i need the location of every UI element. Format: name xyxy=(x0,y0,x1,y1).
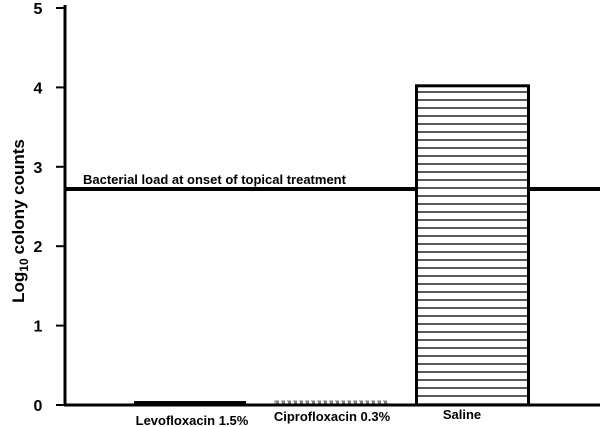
bar-saline xyxy=(417,86,529,405)
y-axis-label-subscript: 10 xyxy=(17,258,31,272)
x-category-label-ciprofloxacin: Ciprofloxacin 0.3% xyxy=(273,409,391,424)
y-tick-label: 1 xyxy=(33,318,43,336)
y-axis-label-rest: colony counts xyxy=(9,139,28,255)
reference-line-label: Bacterial load at onset of topical treatment xyxy=(83,172,346,188)
bars xyxy=(134,86,529,405)
x-axis-category-labels xyxy=(136,407,482,427)
y-axis-label-base: Log xyxy=(9,271,28,303)
y-axis-label xyxy=(9,139,31,303)
y-tick-label: 0 xyxy=(33,398,43,415)
y-tick-label: 4 xyxy=(33,80,43,98)
y-tick-label: 2 xyxy=(33,239,43,257)
y-tick-label: 5 xyxy=(33,1,43,18)
y-axis-ticks xyxy=(34,1,65,415)
x-category-label-saline: Saline xyxy=(442,407,482,422)
y-tick-label: 3 xyxy=(33,159,43,177)
x-category-label-levofloxacin: Levofloxacin 1.5% xyxy=(135,413,249,427)
